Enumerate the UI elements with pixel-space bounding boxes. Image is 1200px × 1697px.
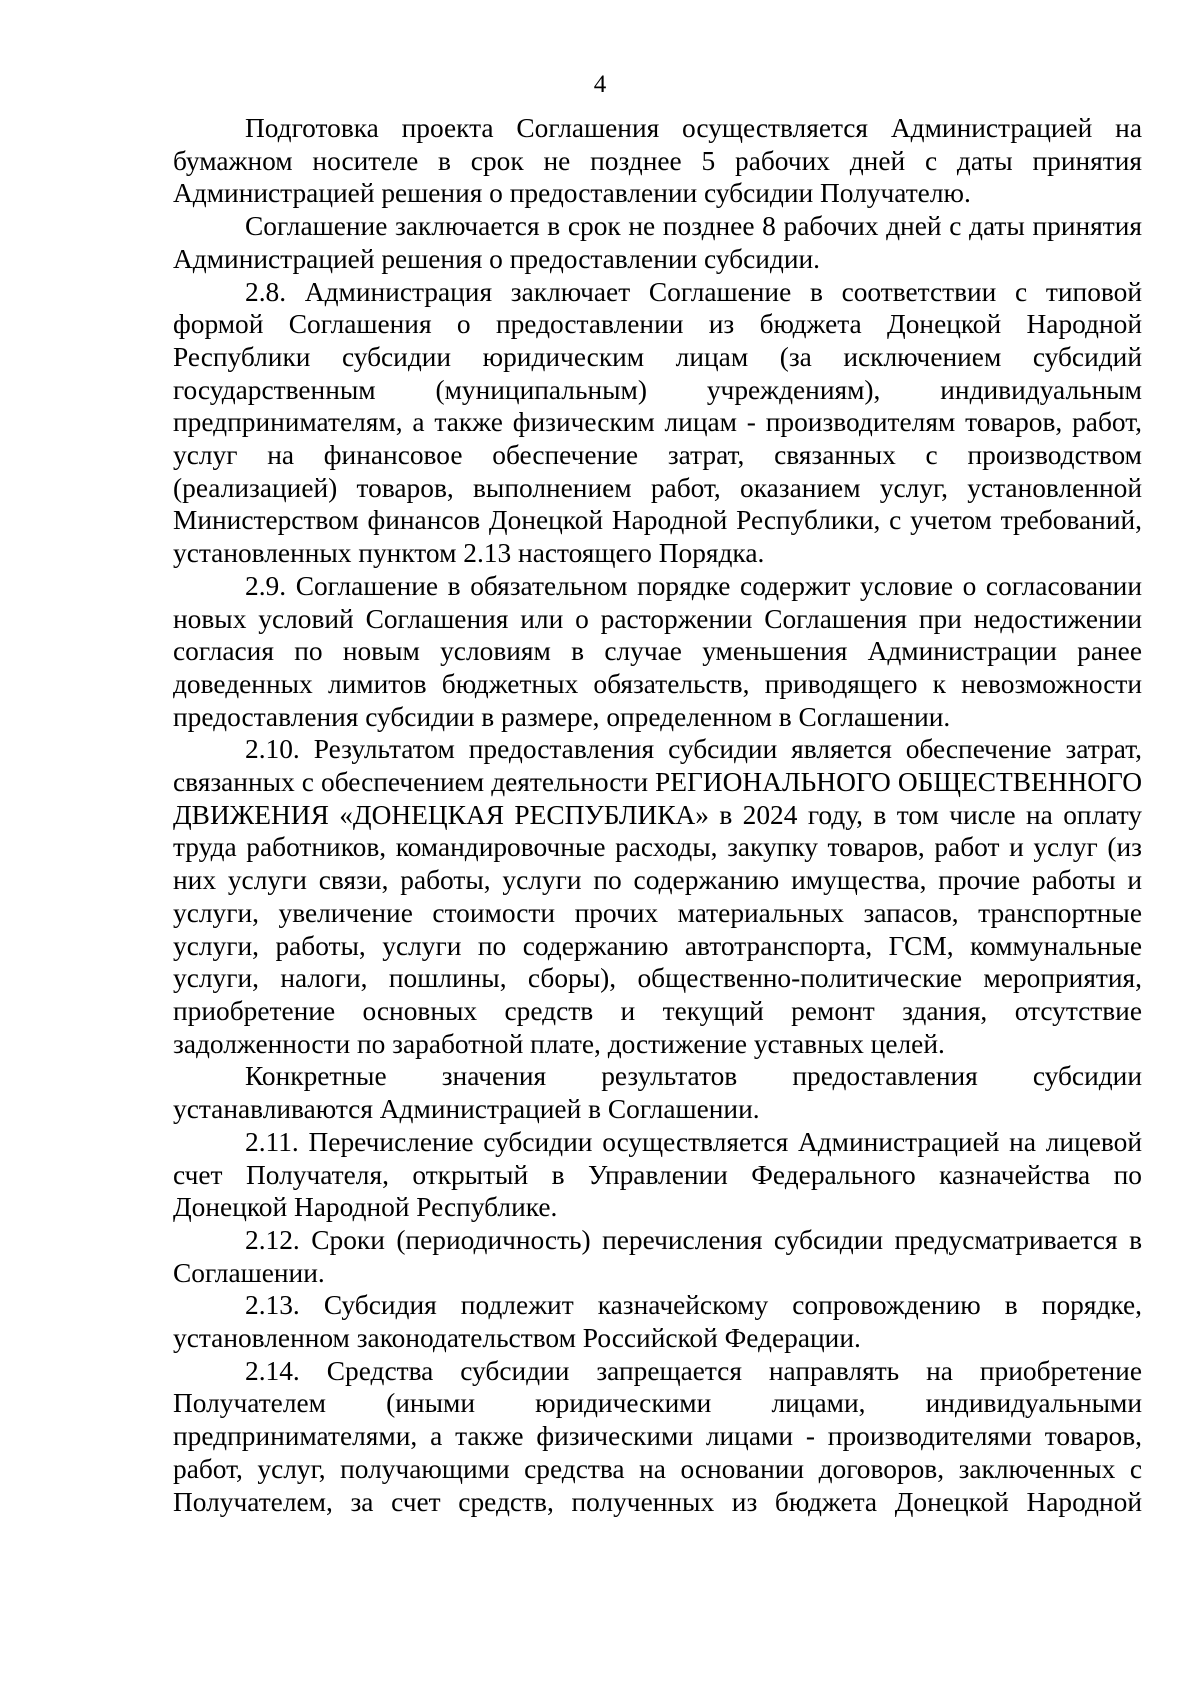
document-body <box>173 112 1142 1518</box>
paragraph-2-13: 2.13. Субсидия подлежит казначейскому сопровождению в порядке, установленном законодательством Российской Федерации. <box>173 1290 1142 1354</box>
paragraph-2-14: 2.14. Средства субсидии запрещается направлять на приобретение Получателем (иными юридическими лицами, индивидуальными предпринимателями, а также физическими лицами - производителями товаров, работ, услуг, получающими средства на основании договоров, заключенных с Получателем, за счет средств, полученных из бюджета Донецкой Народной <box>173 1355 1142 1517</box>
paragraph-2-12: 2.12. Сроки (периодичность) перечисления субсидии предусматривается в Соглашении. <box>173 1224 1142 1288</box>
paragraph-2-11: 2.11. Перечисление субсидии осуществляется Администрацией на лицевой счет Получателя, открытый в Управлении Федерального казначейства по Донецкой Народной Республике. <box>173 1126 1142 1223</box>
paragraph-2-9: 2.9. Соглашение в обязательном порядке содержит условие о согласовании новых условий Соглашения или о расторжении Соглашения при недостижении согласия по новым условиям в случае уменьшения Администрации ранее доведенных лимитов бюджетных обязательств, приводящего к невозможности предоставления субсидии в размере, определенном в Соглашении. <box>173 570 1142 732</box>
paragraph-preparation: Подготовка проекта Соглашения осуществляется Администрацией на бумажном носителе в срок не позднее 5 рабочих дней с даты принятия Администрацией решения о предоставлении субсидии Получателю. <box>173 113 1142 209</box>
paragraph-agreement-term: Соглашение заключается в срок не позднее 8 рабочих дней с даты принятия Администрацией решения о предоставлении субсидии. <box>173 211 1142 274</box>
paragraph-results-values: Конкретные значения результатов предоставления субсидии устанавливаются Администрацией в Соглашении. <box>173 1061 1142 1125</box>
page-number: 4 <box>593 71 607 98</box>
paragraph-2-8: 2.8. Администрация заключает Соглашение в соответствии с типовой формой Соглашения о предоставлении из бюджета Донецкой Народной Республики субсидии юридическим лицам (за исключением субсидий государственным (муниципальным) учреждениям), индивидуальным предпринимателям, а также физическим лицам - производителям товаров, работ, услуг на финансовое обеспечение затрат, связанных с производством (реализацией) товаров, выполнением работ, оказанием услуг, установленной Министерством финансов Донецкой Народной Республики, с учетом требований, установленных пунктом 2.13 настоящего Порядка. <box>173 276 1142 569</box>
paragraph-2-10: 2.10. Результатом предоставления субсидии является обеспечение затрат, связанных с обеспечением деятельности РЕГИОНАЛЬНОГО ОБЩЕСТВЕННОГО ДВИЖЕНИЯ «ДОНЕЦКАЯ РЕСПУБЛИКА» в 2024 году, в том числе на оплату труда работников, командировочные расходы, закупку товаров, работ и услуг (из них услуги связи, работы, услуги по содержанию имущества, прочие работы и услуги, увеличение стоимости прочих материальных запасов, транспортные услуги, работы, услуги по содержанию автотранспорта, ГСМ, коммунальные услуги, налоги, пошлины, сборы), общественно-политические мероприятия, приобретение основных средств и текущий ремонт здания, отсутствие задолженности по заработной плате, достижение уставных целей. <box>173 734 1142 1059</box>
